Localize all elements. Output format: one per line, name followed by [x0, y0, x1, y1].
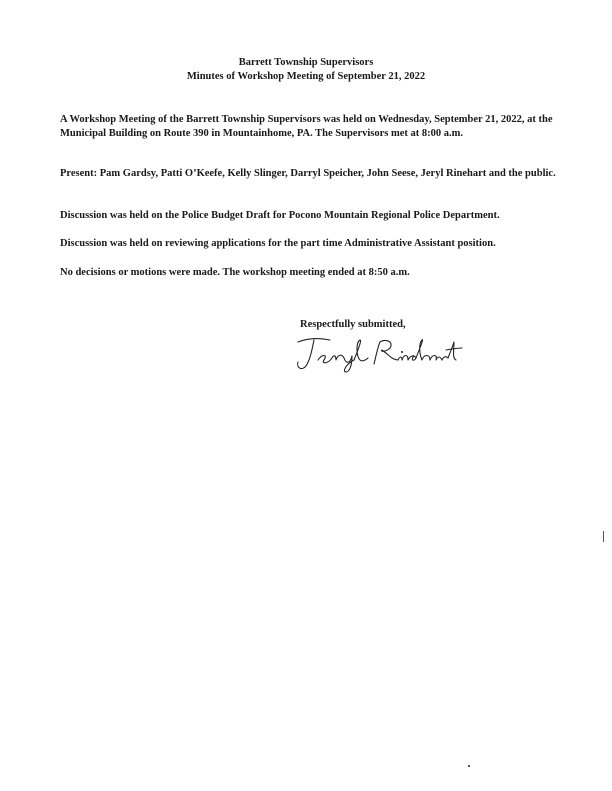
paragraph-meeting-intro: A Workshop Meeting of the Barrett Township Supervisors was held on Wednesday, September 21, 2022, at the Municipal Building on Route 390 in Mountainhome, PA. The Supervisors met at 8:00 a.m. — [60, 114, 553, 139]
scan-speck — [603, 531, 604, 542]
header-organization: Barrett Township Supervisors — [238, 57, 374, 68]
header-title: Minutes of Workshop Meeting of September 21, 2022 — [186, 71, 426, 82]
paragraph-conclusion: No decisions or motions were made. The workshop meeting ended at 8:50 a.m. — [60, 267, 410, 278]
paragraph-applications: Discussion was held on reviewing applications for the part time Administrative Assistant position. — [60, 238, 496, 249]
paragraph-attendees: Present: Pam Gardsy, Patti O’Keefe, Kelly Slinger, Darryl Speicher, John Seese, Jeryl Rinehart and the public. — [60, 168, 556, 179]
closing-salutation: Respectfully submitted, — [300, 319, 406, 330]
document-header — [0, 56, 612, 84]
handwritten-signature — [290, 334, 470, 374]
paragraph-police-budget: Discussion was held on the Police Budget Draft for Pocono Mountain Regional Police Department. — [60, 210, 500, 221]
scan-speck — [468, 765, 470, 767]
